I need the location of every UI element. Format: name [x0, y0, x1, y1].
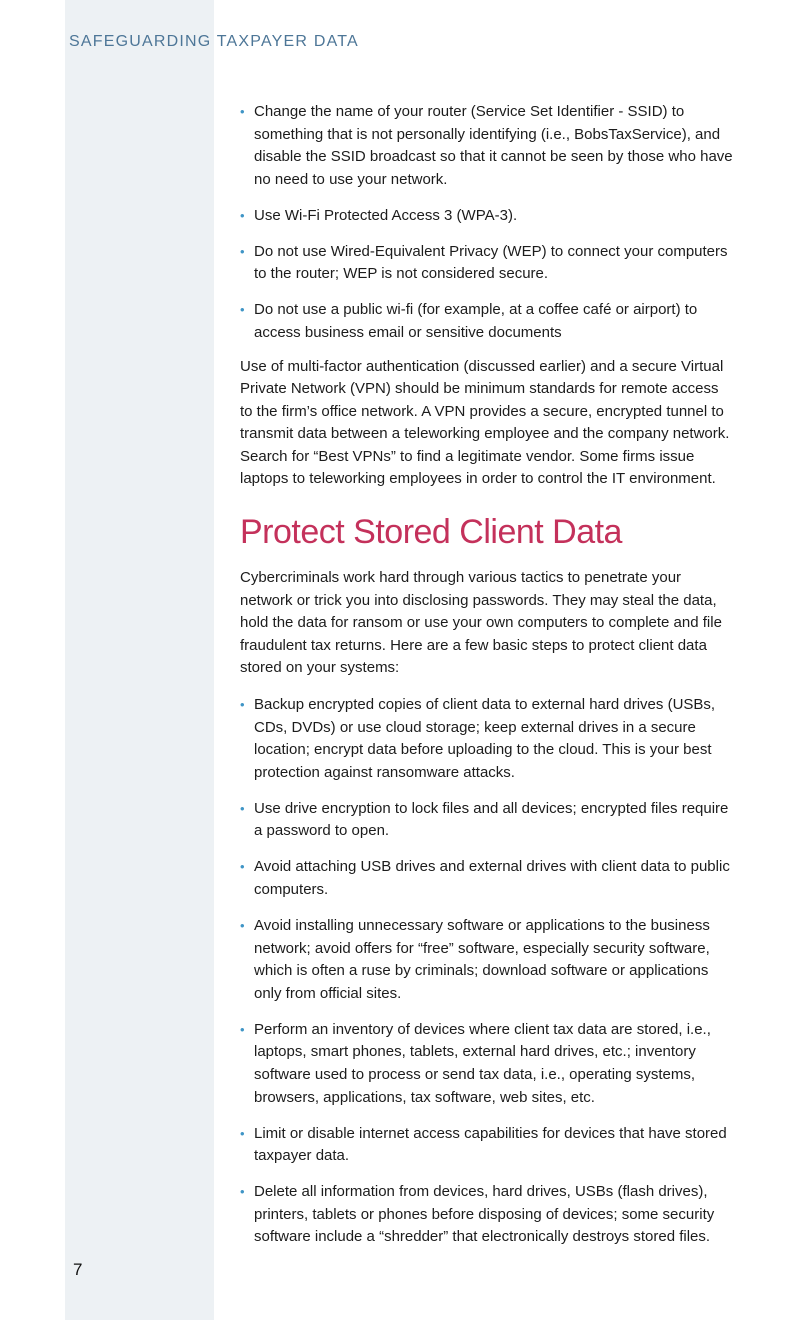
- list-item-text: Use Wi-Fi Protected Access 3 (WPA-3).: [254, 206, 518, 224]
- bullet-icon: •: [240, 859, 245, 875]
- running-header: SAFEGUARDING TAXPAYER DATA: [69, 33, 359, 50]
- list-item-text: Do not use a public wi-fi (for example, at a coffee café or airport) to access business email or sensitive documents: [254, 301, 698, 341]
- stored-data-bullet-list: [240, 694, 735, 1249]
- section-heading: Protect Stored Client Data: [240, 513, 622, 552]
- list-item-text: Change the name of your router (Service Set Identifier - SSID) to something that is not personally identifying (i.e., BobsTaxService), and disable the SSID broadcast so that it cannot be seen by those who have no need to use your network.: [254, 103, 733, 188]
- list-item: [240, 101, 735, 191]
- network-bullet-list: [240, 101, 735, 345]
- main-content: [240, 101, 735, 1249]
- list-item-text: Do not use Wired-Equivalent Privacy (WEP) to connect your computers to the router; WEP is not considered secure.: [254, 242, 728, 283]
- list-item: [240, 241, 735, 286]
- bullet-icon: •: [240, 697, 245, 713]
- vpn-paragraph: Use of multi-factor authentication (discussed earlier) and a secure Virtual Private Network (VPN) should be minimum standards for remote access to the firm’s office network. A VPN provides a secure, encrypted tunnel to transmit data between a teleworking employee and the company network. Search for “Best VPNs” to find a legitimate vendor. Some firms issue laptops to teleworking employees in order to control the IT environment.: [240, 357, 730, 488]
- bullet-icon: •: [240, 1184, 245, 1200]
- list-item-text: Limit or disable internet access capabilities for devices that have stored taxpayer data.: [254, 1124, 727, 1165]
- list-item-text: Use drive encryption to lock files and all devices; encrypted files require a password to open.: [254, 799, 729, 840]
- bullet-icon: •: [240, 302, 245, 318]
- bullet-icon: •: [240, 207, 245, 223]
- list-item-text: Backup encrypted copies of client data to external hard drives (USBs, CDs, DVDs) or use cloud storage; keep external drives in a secure location; encrypt data before uploading to the cloud. This is your best protection against ransomware attacks.: [254, 696, 716, 781]
- list-item-text: Perform an inventory of devices where client tax data are stored, i.e., laptops, smart phones, tablets, external hard drives, etc.; inventory software used to process or send tax data, i.e., operating systems, browsers, applications, tax software, web sites, etc.: [254, 1020, 711, 1106]
- list-item: [240, 798, 735, 843]
- list-item-text: Avoid installing unnecessary software or applications to the business network; avoid offers for “free” software, especially security software, which is often a ruse by criminals; download software or applications only from official sites.: [254, 916, 710, 1002]
- list-item-text: Avoid attaching USB drives and external drives with client data to public computers.: [254, 858, 730, 898]
- page-number: 7: [73, 1260, 83, 1279]
- list-item: [240, 299, 735, 344]
- section-intro-paragraph: Cybercriminals work hard through various tactics to penetrate your network or trick you into disclosing passwords. They may steal the data, hold the data for ransom or use your own computers to complete and file fraudulent tax returns. Here are a few basic steps to protect client data stored on your systems:: [240, 569, 722, 677]
- list-item: [240, 1019, 735, 1109]
- list-item: [240, 856, 735, 901]
- bullet-icon: •: [240, 104, 245, 119]
- bullet-icon: •: [240, 917, 245, 933]
- list-item: [240, 1181, 735, 1249]
- bullet-icon: •: [240, 1125, 245, 1141]
- list-item: [240, 205, 735, 228]
- bullet-icon: •: [240, 1021, 245, 1037]
- list-item: [240, 1123, 735, 1168]
- bullet-icon: •: [240, 243, 245, 259]
- list-item: [240, 694, 735, 784]
- list-item: [240, 915, 735, 1005]
- bullet-icon: •: [240, 800, 245, 816]
- list-item-text: Delete all information from devices, hard drives, USBs (flash drives), printers, tablets or phones before disposing of devices; some security software include a “shredder” that electronically destroys stored files.: [254, 1183, 715, 1246]
- page-sidebar-band: [65, 0, 214, 1320]
